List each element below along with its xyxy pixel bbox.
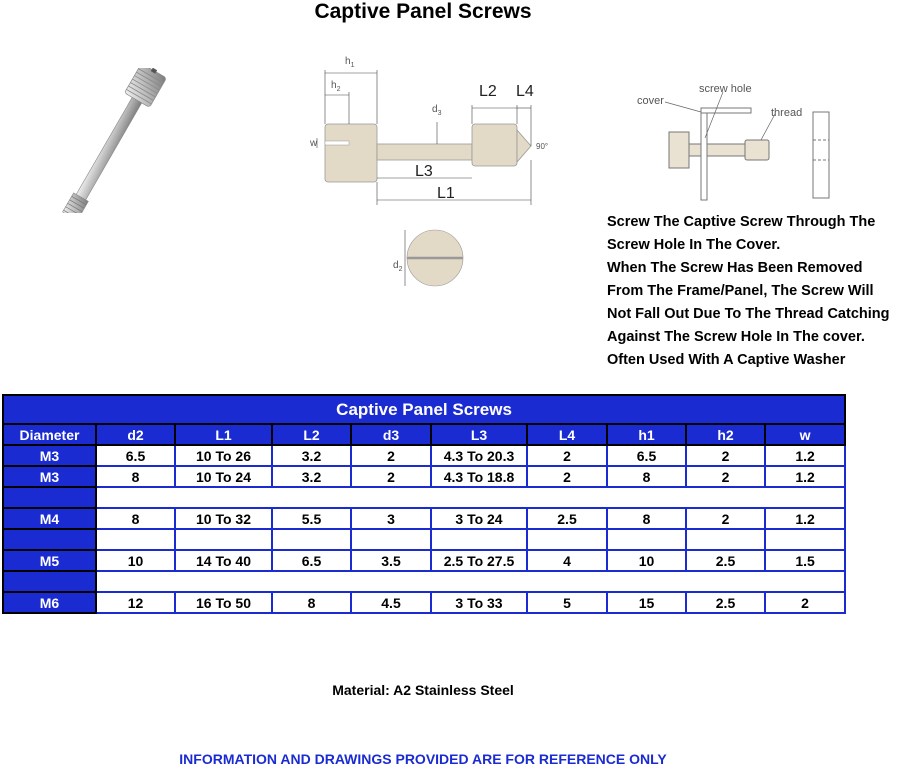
value-cell: 10 <box>96 550 175 571</box>
label-L4: L4 <box>516 83 534 100</box>
value-cell: 5.5 <box>272 508 351 529</box>
column-header: L2 <box>272 424 351 445</box>
diameter-cell: M4 <box>3 508 96 529</box>
column-header: d3 <box>351 424 431 445</box>
value-cell: 2.5 <box>527 508 607 529</box>
description <box>607 211 900 372</box>
value-cell: 6.5 <box>607 445 686 466</box>
table-row <box>3 592 845 613</box>
value-cell: 2.5 To 27.5 <box>431 550 527 571</box>
column-header: Diameter <box>3 424 96 445</box>
value-cell: 2 <box>686 466 765 487</box>
description-line: Often Used With A Captive Washer <box>607 352 846 368</box>
table-row <box>3 508 845 529</box>
value-cell: 3.5 <box>351 550 431 571</box>
description-line: When The Screw Has Been Removed <box>607 260 863 276</box>
value-cell: 15 <box>607 592 686 613</box>
value-cell: 4.5 <box>351 592 431 613</box>
material-label: Material: A2 Stainless Steel <box>332 682 514 698</box>
spec-table <box>2 394 846 614</box>
value-cell: 1.2 <box>765 508 845 529</box>
label-d2: $d_2$ <box>393 260 403 273</box>
diameter-cell <box>3 487 96 508</box>
value-cell <box>272 529 351 550</box>
value-cell: 3 To 33 <box>431 592 527 613</box>
value-cell <box>96 529 175 550</box>
description-line: Against The Screw Hole In The cover. <box>607 329 865 345</box>
value-cell: 10 To 24 <box>175 466 272 487</box>
cover-diagram <box>635 78 845 206</box>
diameter-cell: M5 <box>3 550 96 571</box>
diameter-cell <box>3 571 96 592</box>
value-cell: 4.3 To 20.3 <box>431 445 527 466</box>
label-angle: 90° <box>536 142 549 151</box>
value-cell: 10 To 26 <box>175 445 272 466</box>
column-header: L4 <box>527 424 607 445</box>
description-line: Not Fall Out Due To The Thread Catching <box>607 306 890 322</box>
diameter-cell: M3 <box>3 466 96 487</box>
value-cell <box>686 529 765 550</box>
spacer-cell <box>96 571 845 592</box>
value-cell <box>431 529 527 550</box>
value-cell: 1.2 <box>765 445 845 466</box>
value-cell: 12 <box>96 592 175 613</box>
value-cell: 2.5 <box>686 550 765 571</box>
value-cell: 3.2 <box>272 445 351 466</box>
value-cell: 3 <box>351 508 431 529</box>
value-cell: 8 <box>607 466 686 487</box>
value-cell: 2 <box>686 445 765 466</box>
value-cell: 6.5 <box>96 445 175 466</box>
label-thread: thread <box>771 107 803 119</box>
value-cell: 8 <box>272 592 351 613</box>
diameter-cell <box>3 529 96 550</box>
value-cell: 2 <box>351 445 431 466</box>
value-cell <box>175 529 272 550</box>
dimension-drawing <box>305 50 570 300</box>
label-L3: L3 <box>415 163 433 180</box>
value-cell: 3 To 24 <box>431 508 527 529</box>
column-header: d2 <box>96 424 175 445</box>
label-h1: $h_1$ <box>345 56 355 69</box>
description-line: Screw Hole In The Cover. <box>607 237 781 253</box>
column-header: L3 <box>431 424 527 445</box>
spacer-cell <box>96 487 845 508</box>
table-row <box>3 466 845 487</box>
value-cell: 5 <box>527 592 607 613</box>
description-line: From The Frame/Panel, The Screw Will <box>607 283 874 299</box>
column-header: h2 <box>686 424 765 445</box>
value-cell: 8 <box>607 508 686 529</box>
label-screw-hole: screw hole <box>699 83 752 95</box>
value-cell: 4.3 To 18.8 <box>431 466 527 487</box>
table-row <box>3 571 845 592</box>
value-cell: 16 To 50 <box>175 592 272 613</box>
label-w: w <box>310 138 318 149</box>
label-L2: L2 <box>479 83 497 100</box>
column-header: w <box>765 424 845 445</box>
value-cell <box>607 529 686 550</box>
value-cell: 2 <box>765 592 845 613</box>
table-row <box>3 550 845 571</box>
label-d3: $d_3$ <box>432 104 442 117</box>
value-cell: 2.5 <box>686 592 765 613</box>
label-h2: $h_2$ <box>331 80 341 93</box>
value-cell: 2 <box>527 445 607 466</box>
column-header: L1 <box>175 424 272 445</box>
reference-note: INFORMATION AND DRAWINGS PROVIDED ARE FOR REFERENCE ONLY <box>179 751 667 767</box>
label-L1: L1 <box>437 185 455 202</box>
label-cover: cover <box>637 95 664 107</box>
value-cell: 2 <box>686 508 765 529</box>
diameter-cell: M3 <box>3 445 96 466</box>
diameter-cell: M6 <box>3 592 96 613</box>
value-cell: 4 <box>527 550 607 571</box>
page-title: Captive Panel Screws <box>314 0 532 23</box>
table-row <box>3 529 845 550</box>
description-line: Screw The Captive Screw Through The <box>607 214 876 230</box>
value-cell: 10 To 32 <box>175 508 272 529</box>
value-cell: 8 <box>96 508 175 529</box>
table-row <box>3 445 845 466</box>
value-cell <box>527 529 607 550</box>
value-cell: 14 To 40 <box>175 550 272 571</box>
value-cell <box>351 529 431 550</box>
value-cell: 1.2 <box>765 466 845 487</box>
value-cell: 8 <box>96 466 175 487</box>
screw-photo <box>38 68 198 213</box>
table-caption: Captive Panel Screws <box>3 395 845 424</box>
table-row <box>3 487 845 508</box>
value-cell <box>765 529 845 550</box>
value-cell: 3.2 <box>272 466 351 487</box>
column-header: h1 <box>607 424 686 445</box>
value-cell: 2 <box>351 466 431 487</box>
value-cell: 1.5 <box>765 550 845 571</box>
value-cell: 6.5 <box>272 550 351 571</box>
value-cell: 2 <box>527 466 607 487</box>
value-cell: 10 <box>607 550 686 571</box>
